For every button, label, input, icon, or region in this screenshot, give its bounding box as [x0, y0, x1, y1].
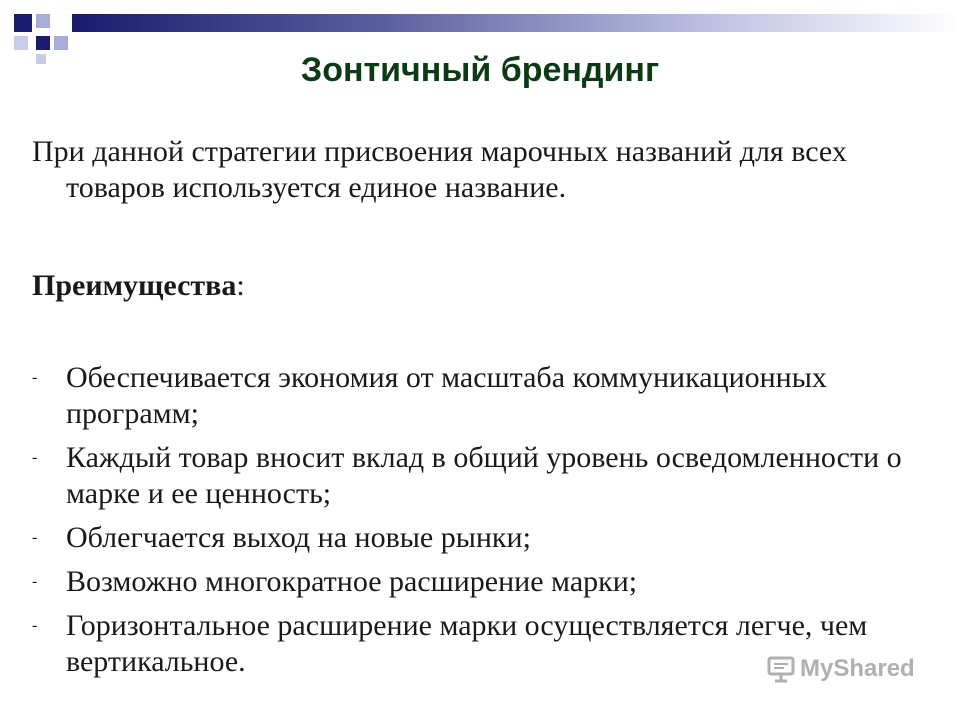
bullet-dash: - — [32, 573, 38, 590]
list-item — [32, 360, 912, 432]
list-item-text: Возможно многократное расширение марки; — [66, 565, 638, 598]
list-item — [32, 564, 912, 600]
list-item-text: Облегчается выход на новые рынки; — [66, 521, 531, 554]
bullet-dash: - — [32, 529, 38, 546]
intro-paragraph: При данной стратегии присвоения марочных названий для всех товаров используется единое название. — [32, 135, 847, 204]
header-gradient-bar — [72, 14, 960, 32]
list-item — [32, 440, 912, 512]
presentation-board-icon — [766, 654, 796, 684]
bullet-dash: - — [32, 617, 38, 634]
list-item-text: Каждый товар вносит вклад в общий уровень осведомленности о марке и ее ценность; — [66, 441, 902, 510]
decor-square — [36, 14, 50, 28]
advantages-label: Преимущества — [32, 269, 237, 302]
list-item-text: Обеспечивается экономия от масштаба коммуникационных программ; — [66, 361, 827, 430]
advantages-heading — [32, 268, 912, 304]
watermark-text: MyShared — [800, 655, 915, 682]
bullet-dash: - — [32, 369, 38, 386]
list-item-text: Горизонтальное расширение марки осуществляется легче, чем вертикальное. — [66, 609, 868, 678]
slide-body — [32, 134, 912, 688]
advantages-colon: : — [236, 269, 245, 302]
list-item — [32, 520, 912, 556]
decor-square — [14, 14, 32, 32]
slide-title: Зонтичный брендинг — [300, 51, 660, 89]
watermark — [766, 654, 915, 684]
bullet-dash: - — [32, 449, 38, 466]
advantages-list — [32, 360, 912, 680]
